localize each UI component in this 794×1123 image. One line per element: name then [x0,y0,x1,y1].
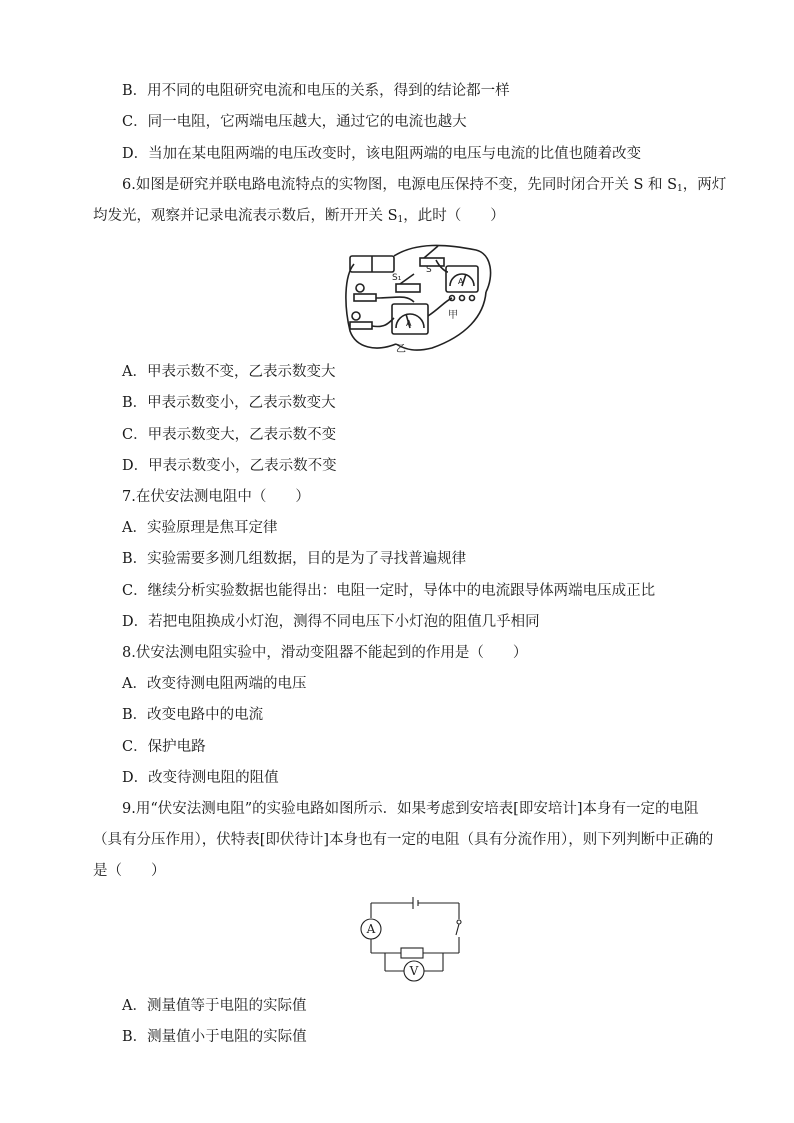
voltmeter-label: V [409,964,419,978]
q7-stem: 7.在伏安法测电阻中（ ） [122,489,310,505]
q6-stem-line2: 均发光，观察并记录电流表示数后，断开开关 $S_1$，此时（ ） [93,208,505,225]
q7-option-a: A．实验原理是焦耳定律 [122,520,278,536]
q6-option-b: B．甲表示数变小，乙表示数变大 [122,395,336,411]
q6-circuit-figure [336,236,496,356]
q8-option-d: D．改变待测电阻的阻值 [122,770,279,786]
q6-fig-label-yi: 乙 [396,344,406,355]
q8-option-c: C．保护电路 [122,739,206,755]
q6-fig-label-amm2: A [406,319,412,328]
q6-option-d: D．甲表示数变小，乙表示数不变 [122,458,337,474]
q6-option-a: A．甲表示数不变，乙表示数变大 [122,364,336,380]
q6-fig-label-amm1: A [458,277,464,286]
switch-blade [456,924,459,935]
q8-stem: 8.伏安法测电阻实验中，滑动变阻器不能起到的作用是（ ） [122,645,528,661]
q9-stem-line3: 是（ ） [93,863,166,879]
q7-option-d: D．若把电阻换成小灯泡，测得不同电压下小灯泡的阻值几乎相同 [122,614,540,630]
q6-option-c: C．甲表示数变大，乙表示数不变 [122,427,337,443]
q9-stem-line2: （具有分压作用），伏特表[即伏待计]本身也有一定的电阻（具有分流作用），则下列判断中正确的 [93,832,714,848]
q9-circuit-figure [355,893,467,985]
q7-option-b: B．实验需要多测几组数据，目的是为了寻找普遍规律 [122,551,467,567]
resistor [401,948,423,958]
q6-fig-label-s1: S₁ [392,273,402,283]
q8-option-b: B．改变电路中的电流 [122,707,264,723]
q9-stem-line1: 9.用“伏安法测电阻”的实验电路如图所示．如果考虑到安培表[即安培计]本身有一定的电阻 [122,801,699,817]
q6-stem-line1: 6.如图是研究并联电路电流特点的实物图，电源电压保持不变，先同时闭合开关 S 和 $S_1$，两灯 [122,177,727,194]
q5-option-c: C．同一电阻，它两端电压越大，通过它的电流也越大 [122,114,467,130]
q6-fig-label-jia: 甲 [448,310,458,321]
q9-option-a: A．测量值等于电阻的实际值 [122,998,307,1014]
q9-option-b: B．测量值小于电阻的实际值 [122,1029,307,1045]
switch-contact [457,920,461,924]
q5-option-b: B．用不同的电阻研究电流和电压的关系，得到的结论都一样 [122,83,510,99]
q7-option-c: C．继续分析实验数据也能得出：电阻一定时，导体中的电流跟导体两端电压成正比 [122,583,656,599]
q5-option-d: D．当加在某电阻两端的电压改变时，该电阻两端的电压与电流的比值也随着改变 [122,146,642,162]
q8-option-a: A．改变待测电阻两端的电压 [122,676,307,692]
q6-fig-label-s: S [426,265,432,275]
ammeter-label: A [366,922,376,936]
